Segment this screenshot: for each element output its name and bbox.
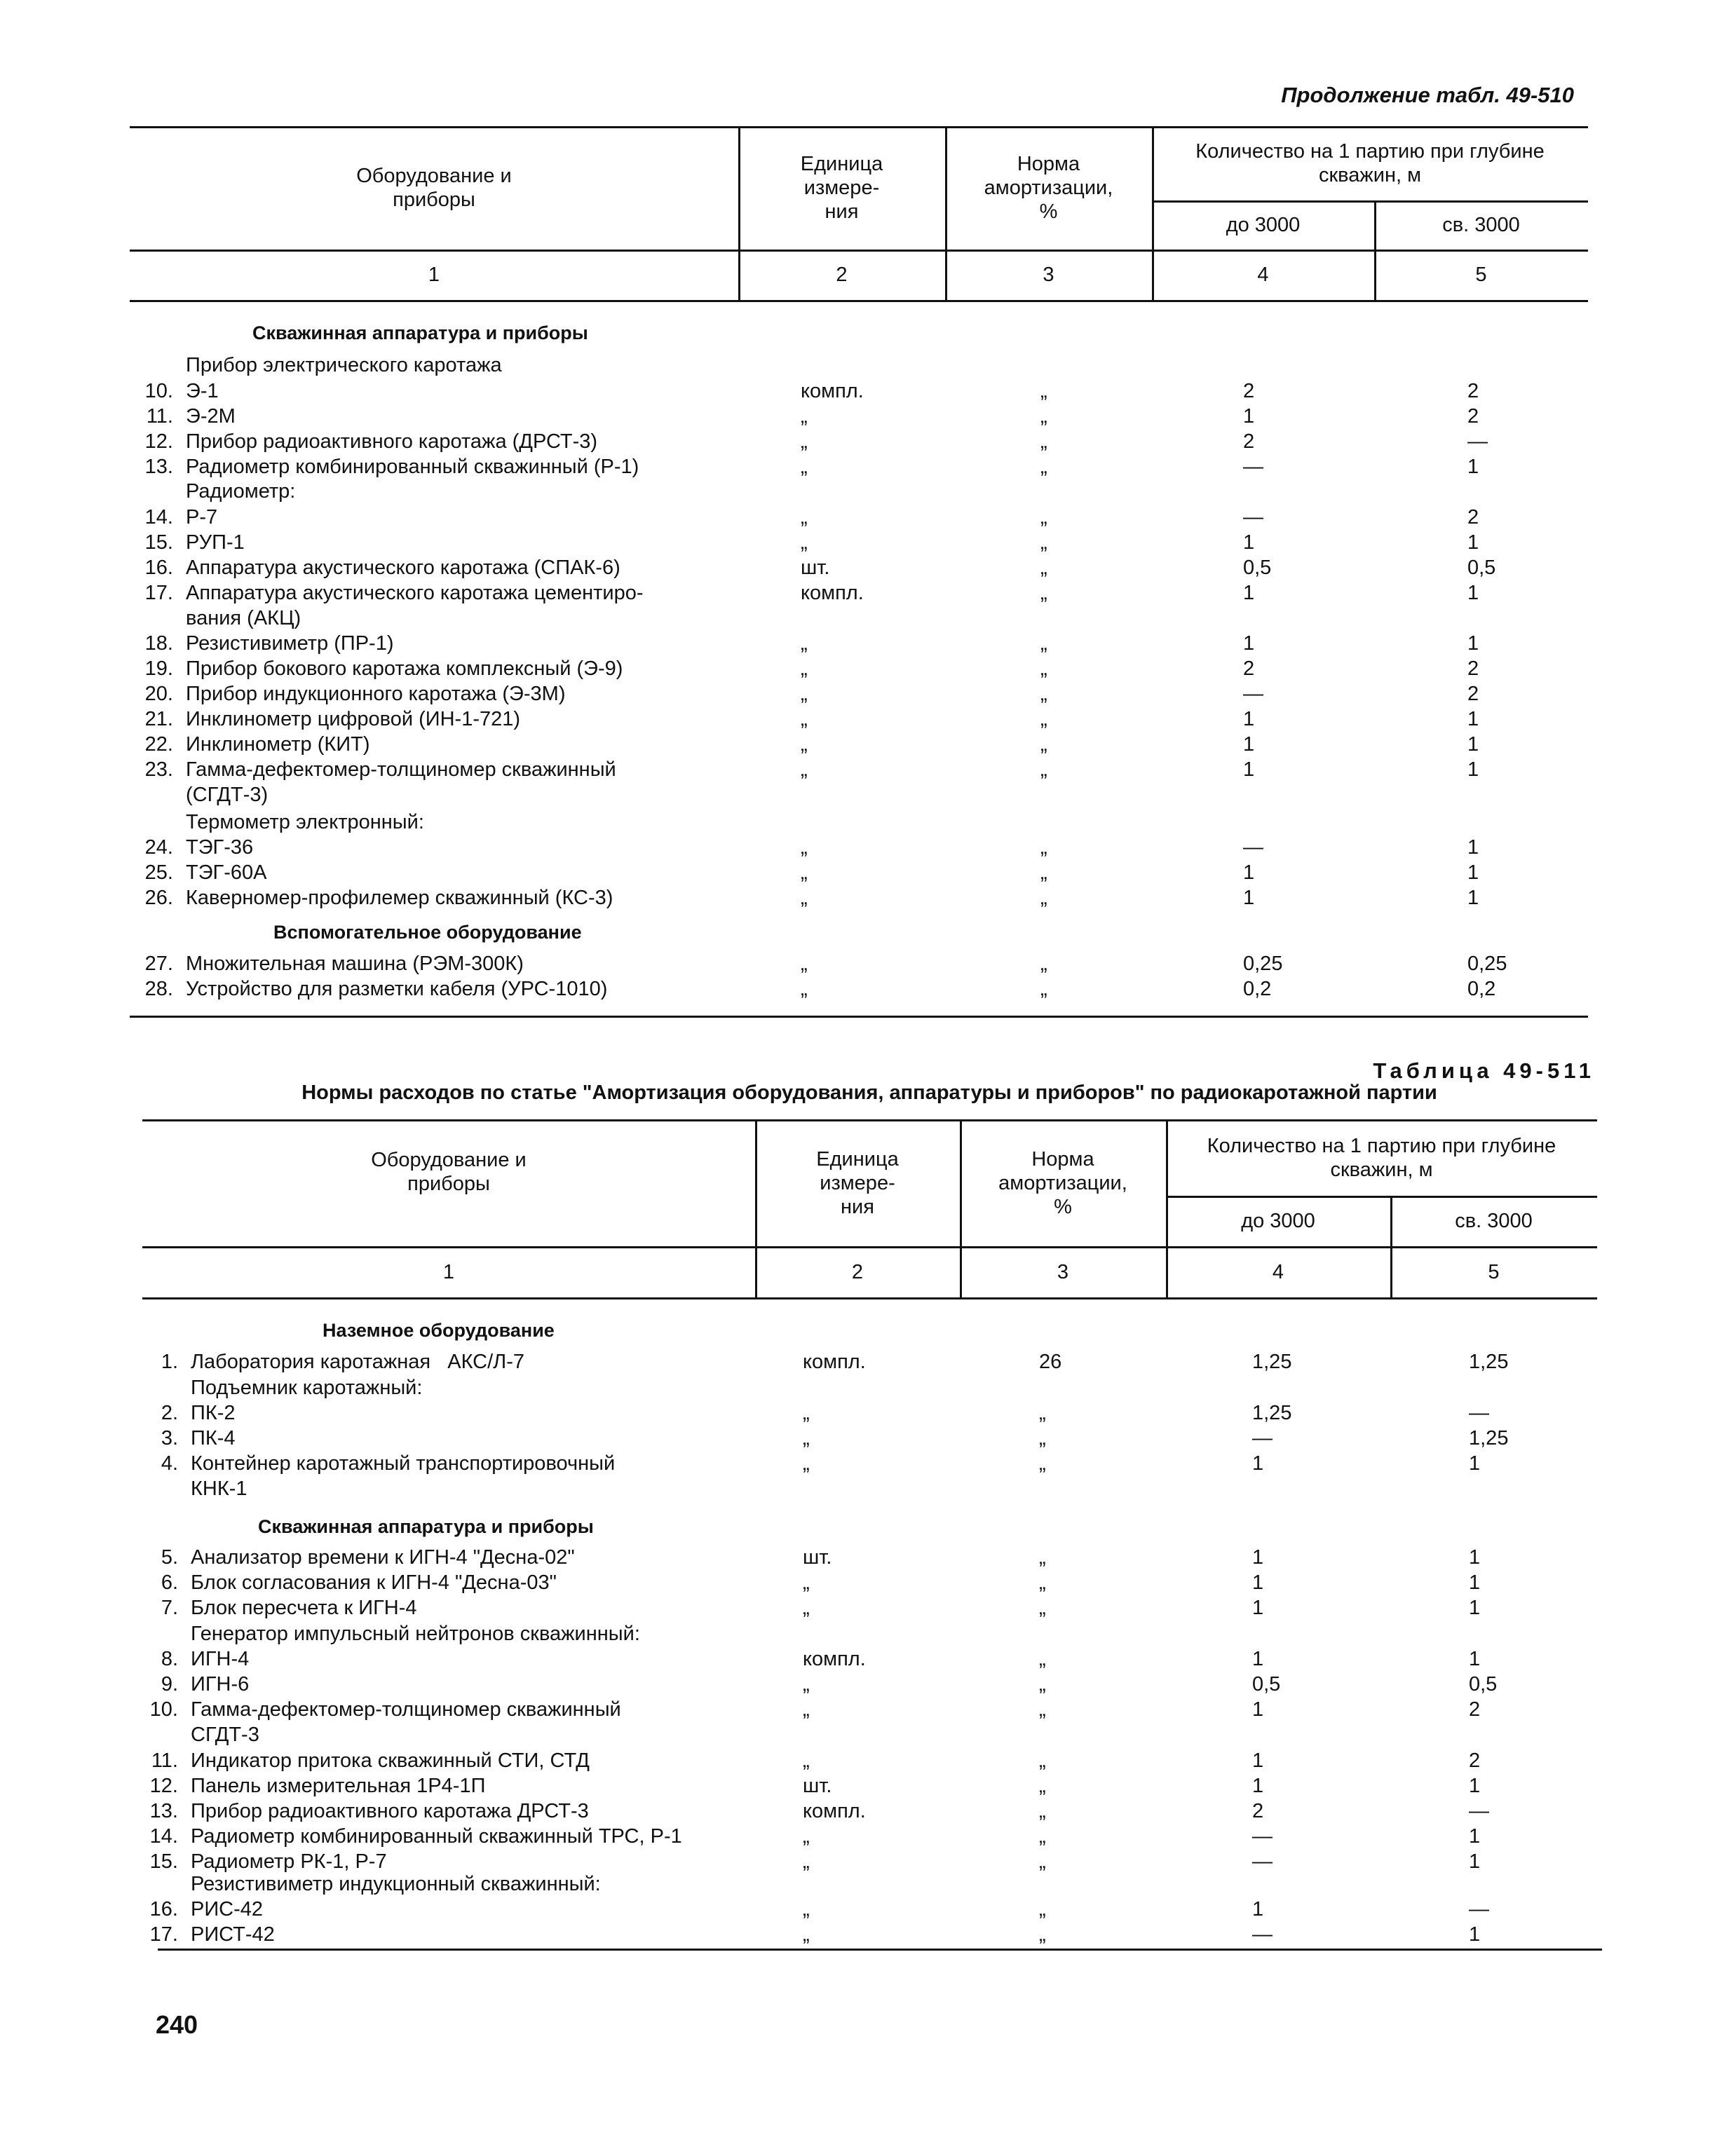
equipment-name: Радиометр РК-1, Р-7: [191, 1850, 387, 1873]
row-number: 15.: [149, 1850, 178, 1873]
table-row: [144, 378, 1553, 404]
qty-upto-3000: 1: [1252, 1597, 1264, 1619]
table-row: [161, 1672, 1558, 1697]
qty-over-3000: 1: [1467, 733, 1479, 756]
qty-over-3000: 2: [1467, 405, 1479, 428]
header-upto-3000: до 3000: [1226, 214, 1301, 236]
table-bottom-rule: [130, 1016, 1588, 1018]
norm-cell: „: [1040, 380, 1047, 402]
norm-cell: „: [1039, 1800, 1046, 1822]
row-number: 11.: [146, 405, 173, 428]
qty-upto-3000: —: [1243, 506, 1263, 528]
table-row: [146, 404, 1553, 429]
equipment-name: Р-7: [186, 506, 218, 528]
equipment-name: ПК-2: [191, 1402, 236, 1424]
qty-over-3000: 1: [1467, 758, 1479, 781]
unit-cell: „: [801, 430, 808, 453]
qty-upto-3000: 0,2: [1243, 978, 1272, 1000]
row-number: 6.: [161, 1571, 178, 1594]
col-number: 4: [1257, 264, 1269, 286]
table-row: [149, 1773, 1558, 1799]
table-row: [149, 1697, 1558, 1747]
qty-over-3000: 1: [1469, 1571, 1481, 1594]
equipment-name: ТЭГ-36: [186, 836, 254, 859]
col-number: 5: [1475, 264, 1487, 286]
equipment-name: Анализатор времени к ИГН-4 "Десна-02": [191, 1546, 575, 1569]
row-number: 14.: [144, 506, 173, 528]
qty-over-3000: 2: [1467, 380, 1479, 402]
qty-over-3000: 1: [1469, 1775, 1481, 1797]
equipment-name: Панель измерительная 1Р4-1П: [191, 1775, 486, 1797]
qty-over-3000: 1: [1467, 861, 1479, 884]
qty-upto-3000: 1: [1243, 733, 1255, 756]
unit-cell: „: [801, 733, 808, 756]
norm-cell: „: [1039, 1673, 1046, 1696]
qty-upto-3000: 1: [1243, 708, 1255, 730]
header-upto-3000: до 3000: [1241, 1210, 1315, 1232]
row-number: 4.: [161, 1452, 178, 1475]
unit-cell: „: [803, 1850, 810, 1873]
row-number: 27.: [144, 953, 173, 975]
qty-upto-3000: 1: [1252, 1546, 1264, 1569]
norm-cell: „: [1040, 405, 1047, 428]
norm-cell: „: [1039, 1402, 1046, 1424]
equipment-name: Блок согласования к ИГН-4 "Десна-03": [191, 1571, 557, 1594]
table-row: [144, 976, 1553, 1002]
table-row: [144, 885, 1553, 910]
equipment-name: Радиометр комбинированный скважинный ТРС, Р-1: [191, 1825, 682, 1848]
qty-upto-3000: —: [1252, 1850, 1273, 1873]
unit-cell: компл.: [803, 1351, 866, 1373]
row-number: 22.: [144, 733, 173, 756]
qty-upto-3000: 2: [1243, 657, 1255, 680]
norm-cell: „: [1039, 1427, 1046, 1449]
unit-cell: „: [803, 1749, 810, 1772]
row-number: 11.: [151, 1749, 178, 1772]
norm-cell: „: [1040, 733, 1047, 756]
qty-over-3000: 1: [1467, 456, 1479, 478]
norm-cell: „: [1040, 683, 1047, 705]
table-row: [144, 631, 1553, 656]
row-number: 1.: [161, 1351, 178, 1373]
qty-upto-3000: 1,25: [1252, 1402, 1292, 1424]
norm-cell: „: [1040, 887, 1047, 909]
qty-upto-3000: 2: [1252, 1800, 1264, 1822]
qty-over-3000: 1: [1467, 632, 1479, 655]
header-unit: Единица измере- ния: [800, 153, 883, 223]
row-number: 19.: [144, 657, 173, 680]
qty-over-3000: 2: [1467, 683, 1479, 705]
equipment-name: Блок пересчета к ИГН-4: [191, 1597, 417, 1619]
unit-cell: „: [801, 887, 808, 909]
qty-upto-3000: 1: [1252, 1452, 1264, 1475]
table-row: [161, 1426, 1558, 1451]
qty-over-3000: 1: [1467, 836, 1479, 859]
col-number: 3: [1043, 264, 1054, 286]
equipment-name: РУП-1: [186, 531, 245, 554]
group-heading: Термометр электронный:: [186, 811, 424, 833]
table-rule: [130, 300, 1588, 302]
equipment-name: ТЭГ-60А: [186, 861, 267, 884]
unit-cell: „: [803, 1571, 810, 1594]
table-row: [149, 1922, 1558, 1947]
qty-upto-3000: 0,5: [1252, 1673, 1281, 1696]
table-row: [144, 530, 1553, 555]
norm-cell: „: [1039, 1648, 1046, 1670]
qty-over-3000: —: [1467, 430, 1488, 453]
qty-over-3000: —: [1469, 1898, 1489, 1920]
page-number: 240: [156, 2010, 198, 2039]
table-row: [161, 1349, 1558, 1374]
qty-over-3000: 1,25: [1469, 1351, 1509, 1373]
table-bottom-rule: [158, 1949, 1602, 1951]
qty-over-3000: 2: [1469, 1698, 1481, 1721]
equipment-name: ПК-4: [191, 1427, 236, 1449]
row-number: 17.: [144, 582, 173, 604]
equipment-name: Радиометр комбинированный скважинный (Р-1): [186, 456, 639, 478]
header-quantity: Количество на 1 партию при глубине скважин, м: [1195, 140, 1545, 186]
table-number: Таблица 49-511: [1373, 1058, 1595, 1083]
qty-upto-3000: 1: [1243, 531, 1255, 554]
table-row: [149, 1799, 1558, 1824]
unit-cell: „: [801, 953, 808, 975]
row-number: 9.: [161, 1673, 178, 1696]
header-norm: Норма амортизации, %: [998, 1147, 1127, 1218]
qty-upto-3000: —: [1243, 456, 1263, 478]
continuation-caption: Продолжение табл. 49-510: [1281, 83, 1574, 107]
qty-over-3000: 0,5: [1469, 1673, 1498, 1696]
qty-upto-3000: 1: [1252, 1571, 1264, 1594]
table-row: [144, 555, 1553, 580]
col-number: 1: [428, 264, 440, 286]
qty-over-3000: 1: [1469, 1597, 1481, 1619]
unit-cell: компл.: [801, 380, 864, 402]
qty-upto-3000: —: [1252, 1825, 1273, 1848]
equipment-name: Аппаратура акустического каротажа цементиро- вания (АКЦ): [186, 582, 644, 629]
unit-cell: компл.: [803, 1648, 866, 1670]
norm-cell: „: [1040, 430, 1047, 453]
header-equipment: Оборудование и приборы: [371, 1149, 527, 1195]
equipment-name: Аппаратура акустического каротажа (СПАК-6): [186, 557, 620, 579]
norm-cell: „: [1039, 1850, 1046, 1873]
norm-cell: „: [1039, 1571, 1046, 1594]
row-number: 7.: [161, 1597, 178, 1619]
equipment-name: Э-1: [186, 380, 219, 402]
equipment-name: Контейнер каротажный транспортировочный КНК-1: [191, 1452, 616, 1500]
row-number: 24.: [144, 836, 173, 859]
norm-cell: „: [1039, 1898, 1046, 1920]
table-row: [144, 505, 1553, 530]
col-number: 2: [836, 264, 848, 286]
table-row: [149, 1897, 1558, 1922]
norm-cell: „: [1039, 1597, 1046, 1619]
qty-upto-3000: 1: [1252, 1775, 1264, 1797]
qty-upto-3000: 1: [1252, 1898, 1264, 1920]
qty-upto-3000: 0,25: [1243, 953, 1283, 975]
qty-over-3000: 1: [1469, 1452, 1481, 1475]
unit-cell: „: [803, 1825, 810, 1848]
norm-cell: „: [1039, 1749, 1046, 1772]
norm-cell: „: [1040, 531, 1047, 554]
equipment-name: Гамма-дефектомер-толщиномер скважинный (СГДТ-3): [186, 758, 616, 806]
unit-cell: „: [801, 758, 808, 781]
equipment-name: Гамма-дефектомер-толщиномер скважинный СГДТ-3: [191, 1698, 621, 1746]
norm-cell: „: [1040, 861, 1047, 884]
row-number: 28.: [144, 978, 173, 1000]
equipment-name: Лаборатория каротажная АКС/Л-7: [191, 1351, 524, 1373]
norm-cell: „: [1039, 1825, 1046, 1848]
equipment-name: Инклинометр цифровой (ИН-1-721): [186, 708, 521, 730]
col-number: 4: [1272, 1260, 1284, 1283]
table-row: [144, 580, 1553, 631]
header-equipment: Оборудование и приборы: [356, 165, 512, 211]
row-number: 12.: [149, 1775, 178, 1797]
qty-over-3000: 1: [1469, 1923, 1481, 1946]
qty-over-3000: 1: [1467, 708, 1479, 730]
row-number: 16.: [144, 557, 173, 579]
table-row: [144, 681, 1553, 707]
equipment-name: ИГН-4: [191, 1648, 250, 1670]
section-heading: Наземное оборудование: [323, 1320, 555, 1341]
qty-upto-3000: 1: [1252, 1698, 1264, 1721]
equipment-name: Э-2М: [186, 405, 236, 428]
norm-cell: „: [1040, 582, 1047, 604]
row-number: 13.: [149, 1800, 178, 1822]
col-number: 2: [851, 1260, 864, 1283]
unit-cell: „: [803, 1402, 810, 1424]
qty-over-3000: 2: [1469, 1749, 1481, 1772]
norm-cell: „: [1039, 1546, 1046, 1569]
row-number: 16.: [149, 1898, 178, 1920]
qty-over-3000: 0,25: [1467, 953, 1507, 975]
equipment-name: Резистивиметр (ПР-1): [186, 632, 394, 655]
table-title: Нормы расходов по статье "Амортизация оборудования, аппаратуры и приборов" по радиокаротажной партии: [301, 1082, 1437, 1104]
qty-over-3000: 1: [1469, 1850, 1481, 1873]
row-number: 13.: [144, 456, 173, 478]
qty-over-3000: 1: [1469, 1648, 1481, 1670]
row-number: 14.: [149, 1825, 178, 1848]
norm-cell: 26: [1039, 1351, 1062, 1373]
qty-upto-3000: —: [1243, 836, 1263, 859]
qty-upto-3000: 1: [1243, 861, 1255, 884]
qty-over-3000: —: [1469, 1800, 1489, 1822]
equipment-name: Инклинометр (КИТ): [186, 733, 370, 756]
equipment-name: РИСТ-42: [191, 1923, 275, 1946]
equipment-name: Множительная машина (РЭМ-300К): [186, 953, 524, 975]
row-number: 10.: [144, 380, 173, 402]
table-row: [144, 835, 1553, 860]
table-row: [161, 1570, 1558, 1595]
header-over-3000: св. 3000: [1455, 1210, 1533, 1232]
qty-upto-3000: —: [1252, 1427, 1273, 1449]
qty-over-3000: 2: [1467, 657, 1479, 680]
row-number: 8.: [161, 1648, 178, 1670]
table-row: [144, 732, 1553, 757]
section-heading: Скважинная аппаратура и приборы: [258, 1516, 594, 1537]
qty-over-3000: 1: [1467, 887, 1479, 909]
qty-over-3000: —: [1469, 1402, 1489, 1424]
qty-upto-3000: 1: [1243, 405, 1255, 428]
unit-cell: „: [801, 708, 808, 730]
equipment-name: Прибор индукционного каротажа (Э-3М): [186, 683, 566, 705]
table-row: [144, 429, 1553, 454]
norm-cell: „: [1039, 1698, 1046, 1721]
qty-upto-3000: —: [1243, 683, 1263, 705]
table-row: [149, 1824, 1558, 1849]
qty-upto-3000: 1: [1243, 632, 1255, 655]
table-row: [144, 656, 1553, 681]
row-number: 26.: [144, 887, 173, 909]
norm-cell: „: [1040, 557, 1047, 579]
unit-cell: „: [801, 506, 808, 528]
header-norm: Норма амортизации, %: [984, 153, 1113, 223]
qty-upto-3000: 2: [1243, 380, 1255, 402]
row-number: 21.: [144, 708, 173, 730]
table-rule: [142, 1297, 1597, 1299]
header-over-3000: св. 3000: [1442, 214, 1520, 236]
section-heading: Вспомогательное оборудование: [273, 922, 582, 943]
unit-cell: „: [801, 978, 808, 1000]
equipment-name: ИГН-6: [191, 1673, 250, 1696]
equipment-name: Устройство для разметки кабеля (УРС-1010): [186, 978, 608, 1000]
unit-cell: шт.: [801, 557, 830, 579]
norm-cell: „: [1039, 1452, 1046, 1475]
row-number: 17.: [149, 1923, 178, 1946]
qty-over-3000: 0,5: [1467, 557, 1496, 579]
unit-cell: шт.: [803, 1775, 832, 1797]
qty-over-3000: 1: [1467, 582, 1479, 604]
row-number: 25.: [144, 861, 173, 884]
row-number: 10.: [149, 1698, 178, 1721]
qty-upto-3000: 1: [1252, 1648, 1264, 1670]
qty-upto-3000: 1: [1243, 758, 1255, 781]
col-number: 1: [442, 1260, 455, 1283]
group-heading: Резистивиметр индукционный скважинный:: [191, 1873, 601, 1895]
equipment-name: Каверномер-профилемер скважинный (КС-3): [186, 887, 613, 909]
table-row: [161, 1451, 1558, 1501]
header-quantity: Количество на 1 партию при глубине скважин, м: [1207, 1134, 1556, 1181]
equipment-name: РИС-42: [191, 1898, 264, 1920]
unit-cell: „: [803, 1597, 810, 1619]
table-row: [144, 860, 1553, 885]
row-number: 3.: [161, 1427, 178, 1449]
norm-cell: „: [1040, 953, 1047, 975]
norm-cell: „: [1040, 657, 1047, 680]
qty-over-3000: 2: [1467, 506, 1479, 528]
table-row: [161, 1646, 1558, 1672]
norm-cell: „: [1039, 1923, 1046, 1946]
qty-over-3000: 1: [1469, 1546, 1481, 1569]
row-number: 23.: [144, 758, 173, 781]
row-number: 15.: [144, 531, 173, 554]
table-row: [161, 1545, 1558, 1570]
equipment-name: Индикатор притока скважинный СТИ, СТД: [191, 1749, 590, 1772]
qty-upto-3000: 1: [1243, 887, 1255, 909]
qty-upto-3000: 0,5: [1243, 557, 1272, 579]
group-heading: Радиометр:: [186, 480, 296, 503]
unit-cell: „: [801, 861, 808, 884]
norm-cell: „: [1040, 758, 1047, 781]
col-number: 5: [1488, 1260, 1500, 1283]
col-number: 3: [1057, 1260, 1069, 1283]
table-row: [161, 1400, 1558, 1426]
row-number: 2.: [161, 1402, 178, 1424]
norm-cell: „: [1040, 708, 1047, 730]
group-heading: Подъемник каротажный:: [191, 1377, 423, 1399]
table-row: [144, 454, 1553, 479]
section-heading: Скважинная аппаратура и приборы: [252, 322, 588, 343]
row-number: 18.: [144, 632, 173, 655]
norm-cell: „: [1040, 836, 1047, 859]
row-number: 12.: [144, 430, 173, 453]
equipment-name: Прибор бокового каротажа комплексный (Э-9): [186, 657, 623, 680]
qty-upto-3000: —: [1252, 1923, 1273, 1946]
table-row: [149, 1849, 1558, 1874]
norm-cell: „: [1040, 632, 1047, 655]
norm-cell: „: [1040, 456, 1047, 478]
unit-cell: „: [801, 836, 808, 859]
qty-over-3000: 1: [1467, 531, 1479, 554]
table-row: [144, 951, 1553, 976]
unit-cell: „: [803, 1452, 810, 1475]
unit-cell: шт.: [803, 1546, 832, 1569]
unit-cell: „: [801, 632, 808, 655]
qty-over-3000: 0,2: [1467, 978, 1496, 1000]
unit-cell: компл.: [801, 582, 864, 604]
qty-upto-3000: 2: [1243, 430, 1255, 453]
table-row: [144, 757, 1553, 807]
header-unit: Единица измере- ния: [816, 1147, 899, 1218]
norm-cell: „: [1039, 1775, 1046, 1797]
qty-upto-3000: 1: [1252, 1749, 1264, 1772]
table-row: [151, 1748, 1558, 1773]
qty-upto-3000: 1,25: [1252, 1351, 1292, 1373]
unit-cell: „: [803, 1923, 810, 1946]
table-row: [161, 1595, 1558, 1621]
unit-cell: „: [803, 1427, 810, 1449]
norm-cell: „: [1040, 978, 1047, 1000]
row-number: 5.: [161, 1546, 178, 1569]
row-number: 20.: [144, 683, 173, 705]
qty-over-3000: 1,25: [1469, 1427, 1509, 1449]
unit-cell: „: [803, 1673, 810, 1696]
group-heading: Генератор импульсный нейтронов скважинный:: [191, 1623, 640, 1645]
qty-upto-3000: 1: [1243, 582, 1255, 604]
unit-cell: „: [803, 1698, 810, 1721]
table-row: [144, 707, 1553, 732]
group-heading: Прибор электрического каротажа: [186, 354, 502, 376]
equipment-name: Прибор радиоактивного каротажа ДРСТ-3: [191, 1800, 589, 1822]
equipment-name: Прибор радиоактивного каротажа (ДРСТ-3): [186, 430, 598, 453]
qty-over-3000: 1: [1469, 1825, 1481, 1848]
unit-cell: „: [801, 456, 808, 478]
unit-cell: компл.: [803, 1800, 866, 1822]
unit-cell: „: [801, 657, 808, 680]
unit-cell: „: [801, 683, 808, 705]
unit-cell: „: [803, 1898, 810, 1920]
norm-cell: „: [1040, 506, 1047, 528]
unit-cell: „: [801, 405, 808, 428]
unit-cell: „: [801, 531, 808, 554]
